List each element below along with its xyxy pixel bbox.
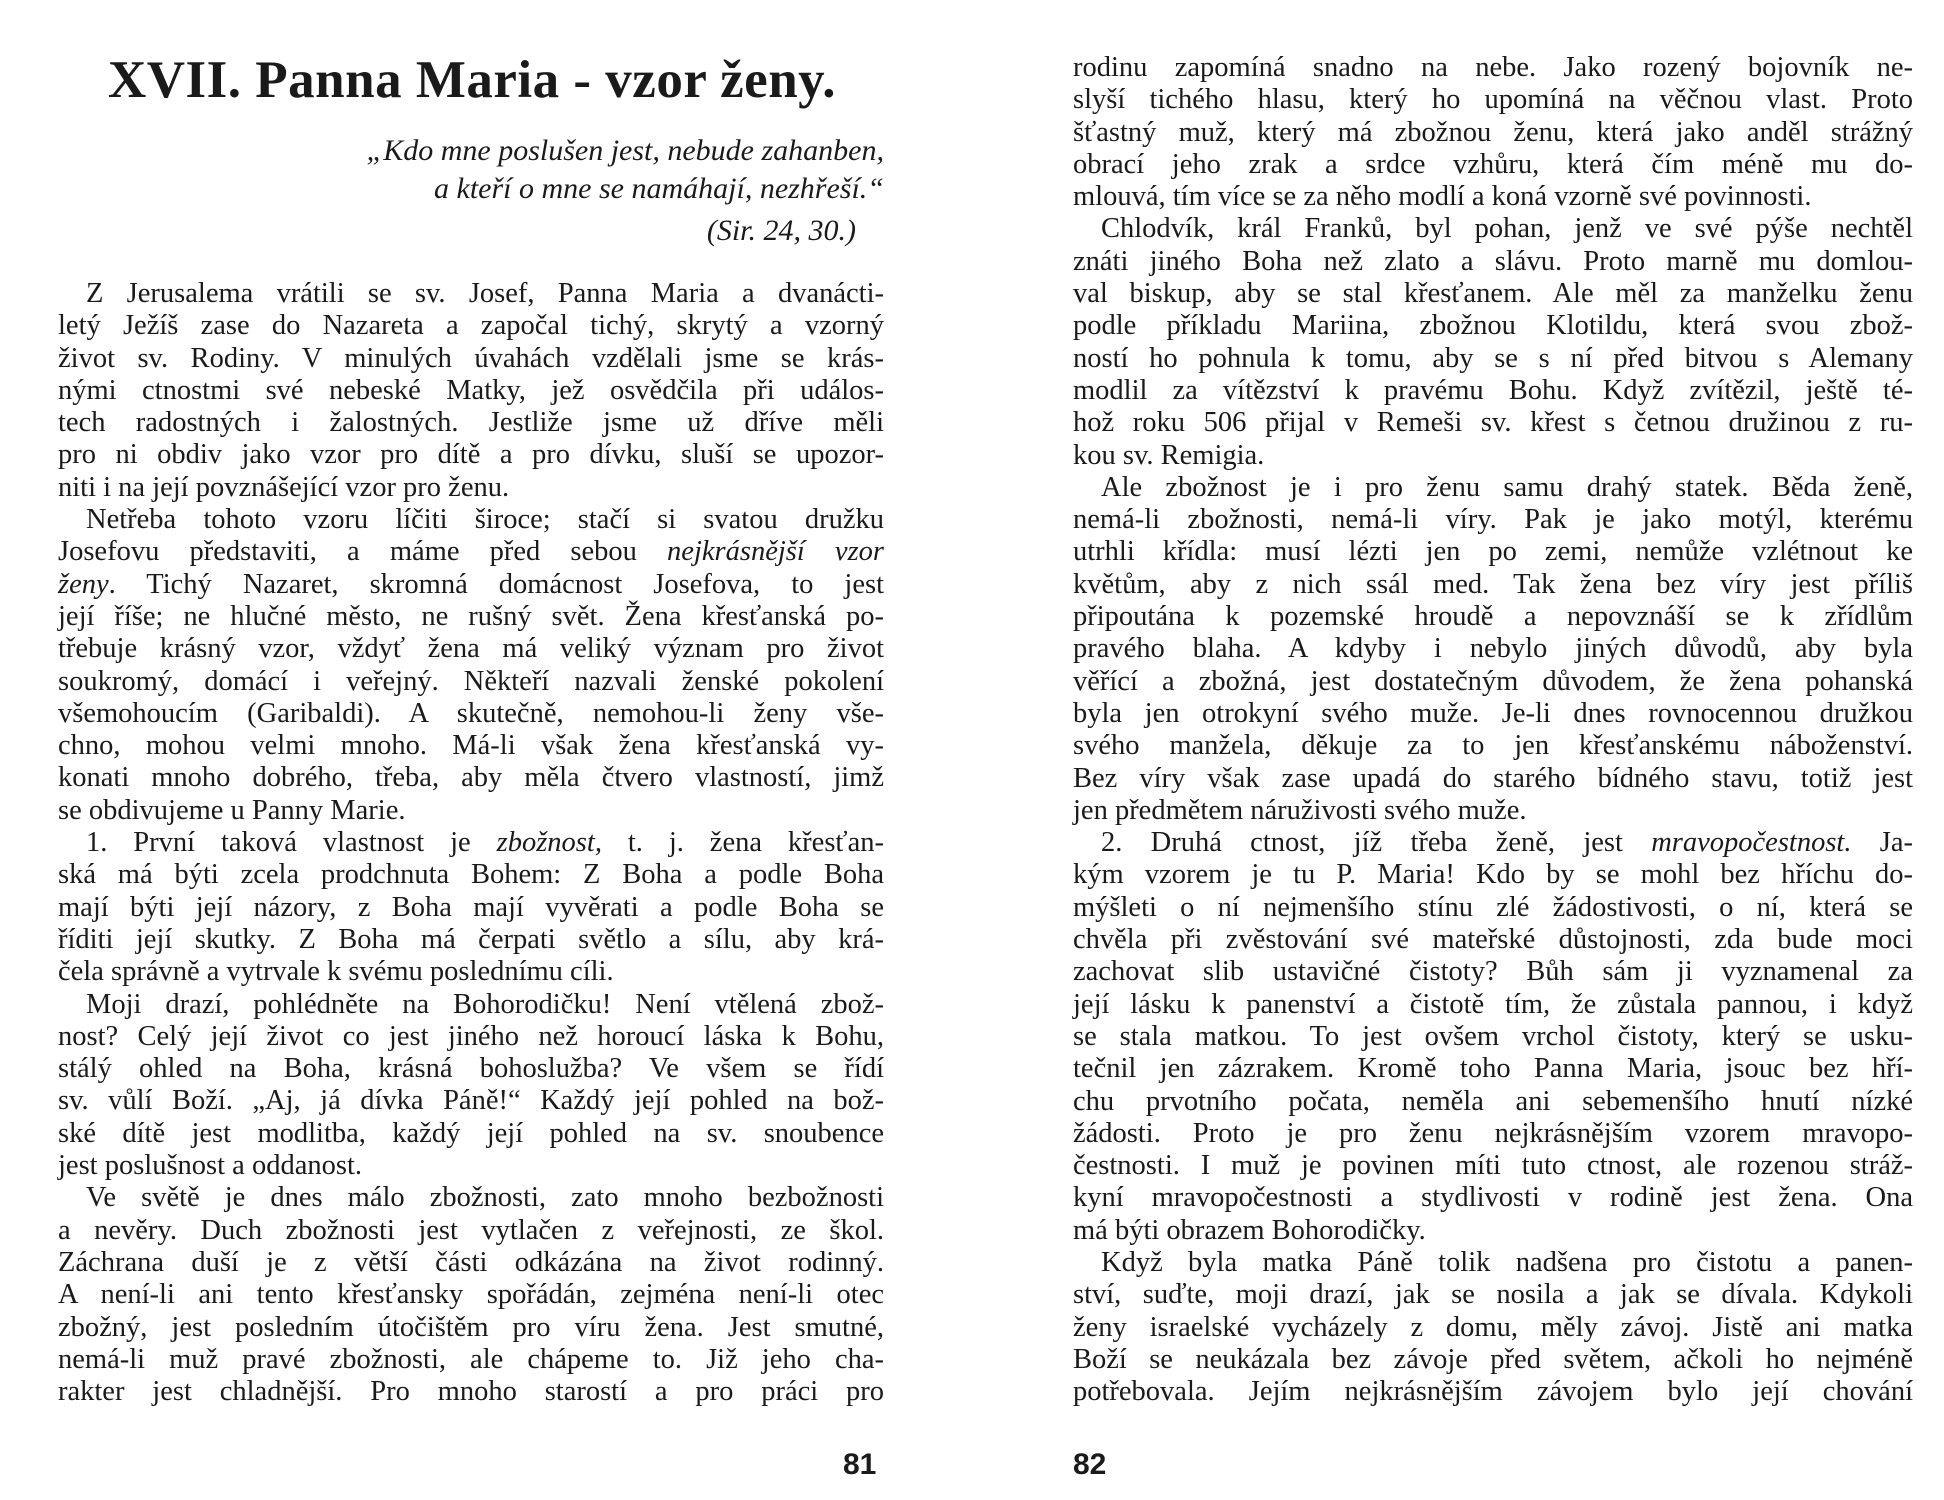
text-run: rodinu zapomíná snadno na nebe. Jako rozený bojovník ne- bbox=[1073, 52, 1913, 83]
motto-reference: (Sir. 24, 30.) bbox=[706, 214, 856, 247]
text-line bbox=[1073, 569, 1913, 601]
text-line bbox=[58, 1118, 884, 1150]
emphasis-run: ženy bbox=[58, 568, 109, 600]
text-run: . Tichý Nazaret, skromná domácnost Josefova, to jest bbox=[108, 568, 884, 600]
text-run: chno, mohou velmi mnoho. Má-li však žena křesťanská vy- bbox=[58, 730, 884, 762]
motto-line: „Kdo mne poslušen jest, nebude zahanben, bbox=[366, 134, 884, 167]
text-run: květům, aby z nich ssál med. Tak žena bez víry jest příliš bbox=[1073, 568, 1913, 600]
text-run: ženy israelské vycházely z domu, měly závoj. Jistě ani matka bbox=[1073, 1311, 1913, 1343]
text-line bbox=[58, 762, 884, 794]
text-line bbox=[1073, 1215, 1913, 1247]
text-run: byla jen otrokyní svého muže. Je-li dnes rovnocennou družkou bbox=[1073, 697, 1913, 729]
text-run: šťastný muž, který má zbožnou ženu, která jako anděl strážný bbox=[1073, 116, 1913, 148]
text-run: jest poslušnost a oddanost. bbox=[58, 1150, 362, 1182]
text-run: chvěla při zvěstování své mateřské důstojnosti, zda bude moci bbox=[1073, 924, 1913, 956]
text-run: letý Ježíš zase do Nazareta a započal tichý, skrytý a vzorný bbox=[58, 310, 884, 342]
text-line bbox=[1073, 213, 1913, 245]
emphasis-run: mravopočestnost. bbox=[1651, 827, 1852, 859]
text-line bbox=[1073, 1344, 1913, 1376]
text-line bbox=[1073, 343, 1913, 375]
text-run: a nevěry. Duch zbožnosti jest vytlačen z veřejnosti, ze škol. bbox=[58, 1214, 884, 1246]
text-line bbox=[1073, 827, 1913, 859]
text-run: její říše; ne hlučné město, ne rušný svět. Žena křesťanská po- bbox=[58, 600, 884, 632]
text-run: zbožný, jest posledním útočištěm pro víru žena. Jest smutné, bbox=[58, 1311, 884, 1343]
text-run: zachovat slib ustavičné čistoty? Bůh sám ji vyznamenal za bbox=[1073, 956, 1913, 988]
text-run: chu prvotního počata, neměla ani sebemenšího hnutí nízké bbox=[1073, 1085, 1913, 1117]
text-run: život sv. Rodiny. V minulých úvahách vzdělali jsme se krás- bbox=[58, 342, 884, 374]
text-run: Netřeba tohoto vzoru líčiti široce; stačí si svatou družku bbox=[86, 504, 884, 536]
text-run: hož roku 506 přijal v Remeši sv. křest s četnou družinou z ru- bbox=[1073, 407, 1913, 439]
text-run: se stala matkou. To jest ovšem vrchol čistoty, který se usku- bbox=[1073, 1020, 1913, 1052]
text-run: Josefovu představiti, a máme před sebou bbox=[58, 536, 668, 568]
text-line bbox=[1073, 407, 1913, 439]
text-line bbox=[58, 892, 884, 924]
text-run: mají býti její názory, z Boha mají vyvěrati a podle Boha se bbox=[58, 891, 884, 923]
text-line bbox=[1073, 1279, 1913, 1311]
text-line bbox=[1073, 536, 1913, 568]
text-line bbox=[1073, 1247, 1913, 1279]
text-line bbox=[58, 1053, 884, 1085]
text-run: soukromý, domácí i veřejný. Někteří nazvali ženské pokolení bbox=[58, 665, 884, 697]
text-run: modlil za vítězství k pravému Bohu. Když zvítězil, ještě té- bbox=[1073, 374, 1913, 406]
text-run: 2. Druhá ctnost, jíž třeba ženě, jest bbox=[1101, 827, 1652, 859]
text-line bbox=[1073, 52, 1913, 84]
text-line bbox=[1073, 601, 1913, 633]
emphasis-run: nejkrásnější vzor bbox=[667, 536, 885, 568]
text-run: žádosti. Proto je pro ženu nejkrásnějším vzorem mravopo- bbox=[1073, 1117, 1913, 1149]
text-line bbox=[1073, 633, 1913, 665]
text-run: připoutána k pozemské hroudě a nepovznáší se k zřídlům bbox=[1073, 601, 1913, 633]
text-line bbox=[58, 504, 884, 536]
text-line bbox=[58, 536, 884, 568]
text-run: obrací jeho zrak a srdce vzhůru, která čím méně mu do- bbox=[1073, 148, 1913, 180]
text-line bbox=[58, 278, 884, 310]
text-run: Ja- bbox=[1851, 827, 1913, 859]
text-line bbox=[1073, 375, 1913, 407]
text-run: ská má býti zcela prodchnuta Bohem: Z Boha a podle Boha bbox=[58, 859, 884, 891]
text-line bbox=[1073, 666, 1913, 698]
text-line bbox=[1073, 1150, 1913, 1182]
text-run: Boží se neukázala bez závoje před světem, ačkoli ho nejméně bbox=[1073, 1343, 1913, 1375]
text-run: t. j. žena křesťan- bbox=[601, 827, 884, 859]
text-line bbox=[1073, 1376, 1913, 1408]
text-line bbox=[1073, 892, 1913, 924]
text-line bbox=[1073, 1312, 1913, 1344]
text-run: A není-li ani tento křesťansky spořádán, zejména není-li otec bbox=[58, 1279, 884, 1311]
text-line bbox=[1073, 1021, 1913, 1053]
page-number: 82 bbox=[1073, 1448, 1107, 1481]
text-line bbox=[1073, 278, 1913, 310]
body-text bbox=[1073, 52, 1913, 1408]
text-line bbox=[1073, 440, 1913, 472]
text-line bbox=[58, 698, 884, 730]
text-run: pro ni obdiv jako vzor pro dítě a pro dívku, sluší se upozor- bbox=[58, 439, 884, 471]
text-line bbox=[1073, 956, 1913, 988]
text-run: potřebovala. Jejím nejkrásnějším závojem bylo její chování bbox=[1073, 1376, 1913, 1408]
text-run: slyší tichého hlasu, který ho upomíná na věčnou vlast. Proto bbox=[1073, 84, 1913, 116]
text-line bbox=[1073, 763, 1913, 795]
text-run: pravého blaha. A kdyby i nebylo jiných důvodů, aby byla bbox=[1073, 633, 1913, 665]
text-line bbox=[1073, 1053, 1913, 1085]
text-line bbox=[58, 827, 884, 859]
text-run: rakter jest chladnější. Pro mnoho starostí a pro práci pro bbox=[58, 1376, 884, 1408]
text-run: nými ctnostmi své nebeské Matky, jež osvědčila při událos- bbox=[58, 374, 884, 406]
text-run: sv. vůlí Boží. „Aj, já dívka Páně!“ Každý její pohled na bož- bbox=[58, 1085, 884, 1117]
text-line bbox=[1073, 181, 1913, 213]
text-line bbox=[58, 1312, 884, 1344]
text-line bbox=[58, 633, 884, 665]
text-run: Když byla matka Páně tolik nadšena pro čistotu a panen- bbox=[1101, 1246, 1913, 1278]
text-run: nemá-li zbožnosti, nemá-li víry. Pak je jako motýl, kterému bbox=[1073, 504, 1913, 536]
text-run: val biskup, aby se stal křesťanem. Ale měl za manželku ženu bbox=[1073, 278, 1913, 310]
text-line bbox=[58, 310, 884, 342]
text-run: niti i na její povznášející vzor pro ženu. bbox=[58, 471, 510, 503]
text-run: ností ho pohnula k tomu, aby se s ní před bitvou s Alemany bbox=[1073, 342, 1913, 374]
text-line bbox=[1073, 149, 1913, 181]
text-run: třebuje krásný vzor, vždyť žena má veliký význam pro život bbox=[58, 633, 884, 665]
text-run: věřící a zbožná, jest dostatečným důvodem, že žena pohanská bbox=[1073, 665, 1913, 697]
text-run: čela správně a vytrvale k svému poslednímu cíli. bbox=[58, 956, 614, 988]
text-line bbox=[58, 601, 884, 633]
text-run: Chlodvík, král Franků, byl pohan, jenž ve své pýše nechtěl bbox=[1101, 213, 1913, 245]
chapter-title: XVII. Panna Maria - vzor ženy. bbox=[108, 51, 836, 109]
text-run: kým vzorem je tu P. Maria! Kdo by se mohl bez hříchu do- bbox=[1073, 859, 1913, 891]
text-run: kyní mravopočestnosti a stydlivosti v rodině jest žena. Ona bbox=[1073, 1182, 1913, 1214]
text-line bbox=[1073, 246, 1913, 278]
emphasis-run: zbožnost, bbox=[496, 827, 602, 859]
text-line bbox=[58, 407, 884, 439]
text-line bbox=[58, 343, 884, 375]
text-line bbox=[58, 1150, 884, 1182]
text-line bbox=[58, 730, 884, 762]
text-run: Ale zbožnost je i pro ženu samu drahý statek. Běda ženě, bbox=[1101, 471, 1913, 503]
text-line bbox=[58, 795, 884, 827]
text-line bbox=[58, 1247, 884, 1279]
text-line bbox=[1073, 859, 1913, 891]
text-line bbox=[58, 569, 884, 601]
text-line bbox=[58, 989, 884, 1021]
body-text bbox=[58, 278, 884, 1408]
text-run: její lásku k panenství a čistotě tím, že zůstala pannou, i když bbox=[1073, 988, 1913, 1020]
text-run: znáti jiného Boha než zlato a slávu. Proto marně mu domlou- bbox=[1073, 245, 1913, 277]
text-line bbox=[1073, 1182, 1913, 1214]
text-line bbox=[1073, 1086, 1913, 1118]
page-number: 81 bbox=[843, 1448, 877, 1481]
text-run: Z Jerusalema vrátili se sv. Josef, Panna Maria a dvanácti- bbox=[86, 278, 884, 309]
text-run: čestnosti. I muž je povinen míti tuto ctnost, ale rozenou stráž- bbox=[1073, 1150, 1913, 1182]
text-line bbox=[58, 375, 884, 407]
text-run: nemá-li muž pravé zbožnosti, ale chápeme to. Již jeho cha- bbox=[58, 1343, 884, 1375]
text-run: stálý ohled na Boha, krásná bohoslužba? Ve všem se řídí bbox=[58, 1053, 884, 1085]
text-run: Ve světě je dnes málo zbožnosti, zato mnoho bezbožnosti bbox=[86, 1182, 884, 1214]
text-run: se obdivujeme u Panny Marie. bbox=[58, 794, 406, 826]
text-run: jen předmětem náruživosti svého muže. bbox=[1073, 794, 1527, 826]
text-line bbox=[58, 1376, 884, 1408]
text-run: Bez víry však zase upadá do starého bídného stavu, totiž jest bbox=[1073, 762, 1913, 794]
text-run: konati mnoho dobrého, třeba, aby měla čtvero vlastností, jimž bbox=[58, 762, 884, 794]
text-line bbox=[1073, 698, 1913, 730]
text-run: má býti obrazem Bohorodičky. bbox=[1073, 1214, 1426, 1246]
text-run: nost? Celý její život co jest jiného než horoucí láska k Bohu, bbox=[58, 1020, 884, 1052]
text-line bbox=[58, 1215, 884, 1247]
text-line bbox=[1073, 84, 1913, 116]
text-run: říditi její skutky. Z Boha má čerpati světlo a sílu, aby krá- bbox=[58, 923, 884, 955]
text-line bbox=[58, 1021, 884, 1053]
text-line bbox=[1073, 730, 1913, 762]
text-line bbox=[1073, 117, 1913, 149]
text-line bbox=[58, 1344, 884, 1376]
text-line bbox=[58, 924, 884, 956]
text-line bbox=[58, 666, 884, 698]
text-line bbox=[1073, 989, 1913, 1021]
text-line bbox=[1073, 924, 1913, 956]
motto-quote bbox=[224, 132, 884, 208]
text-line bbox=[1073, 472, 1913, 504]
text-line bbox=[58, 1279, 884, 1311]
text-run: mlouvá, tím více se za něho modlí a koná vzorně své povinnosti. bbox=[1073, 181, 1812, 213]
text-line bbox=[1073, 795, 1913, 827]
text-run: tečnil jen zázrakem. Kromě toho Panna Maria, jsouc bez hří- bbox=[1073, 1053, 1913, 1085]
text-line bbox=[58, 472, 884, 504]
text-line bbox=[1073, 504, 1913, 536]
text-line bbox=[1073, 310, 1913, 342]
text-line bbox=[58, 439, 884, 471]
text-run: Moji drazí, pohlédněte na Bohorodičku! Není vtělená zbož- bbox=[86, 988, 884, 1020]
text-run: podle příkladu Mariina, zbožnou Klotildu, která svou zbož- bbox=[1073, 310, 1913, 342]
text-run: kou sv. Remigia. bbox=[1073, 439, 1265, 471]
text-run: ství, suďte, moji drazí, jak se nosila a jak se dívala. Kdykoli bbox=[1073, 1279, 1913, 1311]
text-line bbox=[1073, 1118, 1913, 1150]
text-run: všemohoucím (Garibaldi). A skutečně, nemohou-li ženy vše- bbox=[58, 697, 884, 729]
text-run: mýšleti o ní nejmenšího stínu zlé žádostivosti, o ní, která se bbox=[1073, 891, 1913, 923]
motto-line: a kteří o mne se namáhají, nezhřeší.“ bbox=[434, 172, 884, 205]
text-line bbox=[58, 1182, 884, 1214]
text-run: ské dítě jest modlitba, každý její pohled na sv. snoubence bbox=[58, 1117, 884, 1149]
text-run: Záchrana duší je z větší části odkázána na život rodinný. bbox=[58, 1246, 884, 1278]
text-run: utrhli křídla: musí lézti jen po zemi, nemůže vzlétnout ke bbox=[1073, 536, 1913, 568]
text-run: svého manžela, děkuje za to jen křesťanskému náboženství. bbox=[1073, 730, 1913, 762]
text-line bbox=[58, 859, 884, 891]
text-run: 1. První taková vlastnost je bbox=[86, 827, 497, 859]
text-line bbox=[58, 956, 884, 988]
text-line bbox=[58, 1085, 884, 1117]
text-run: tech radostných i žalostných. Jestliže jsme už dříve měli bbox=[58, 407, 884, 439]
